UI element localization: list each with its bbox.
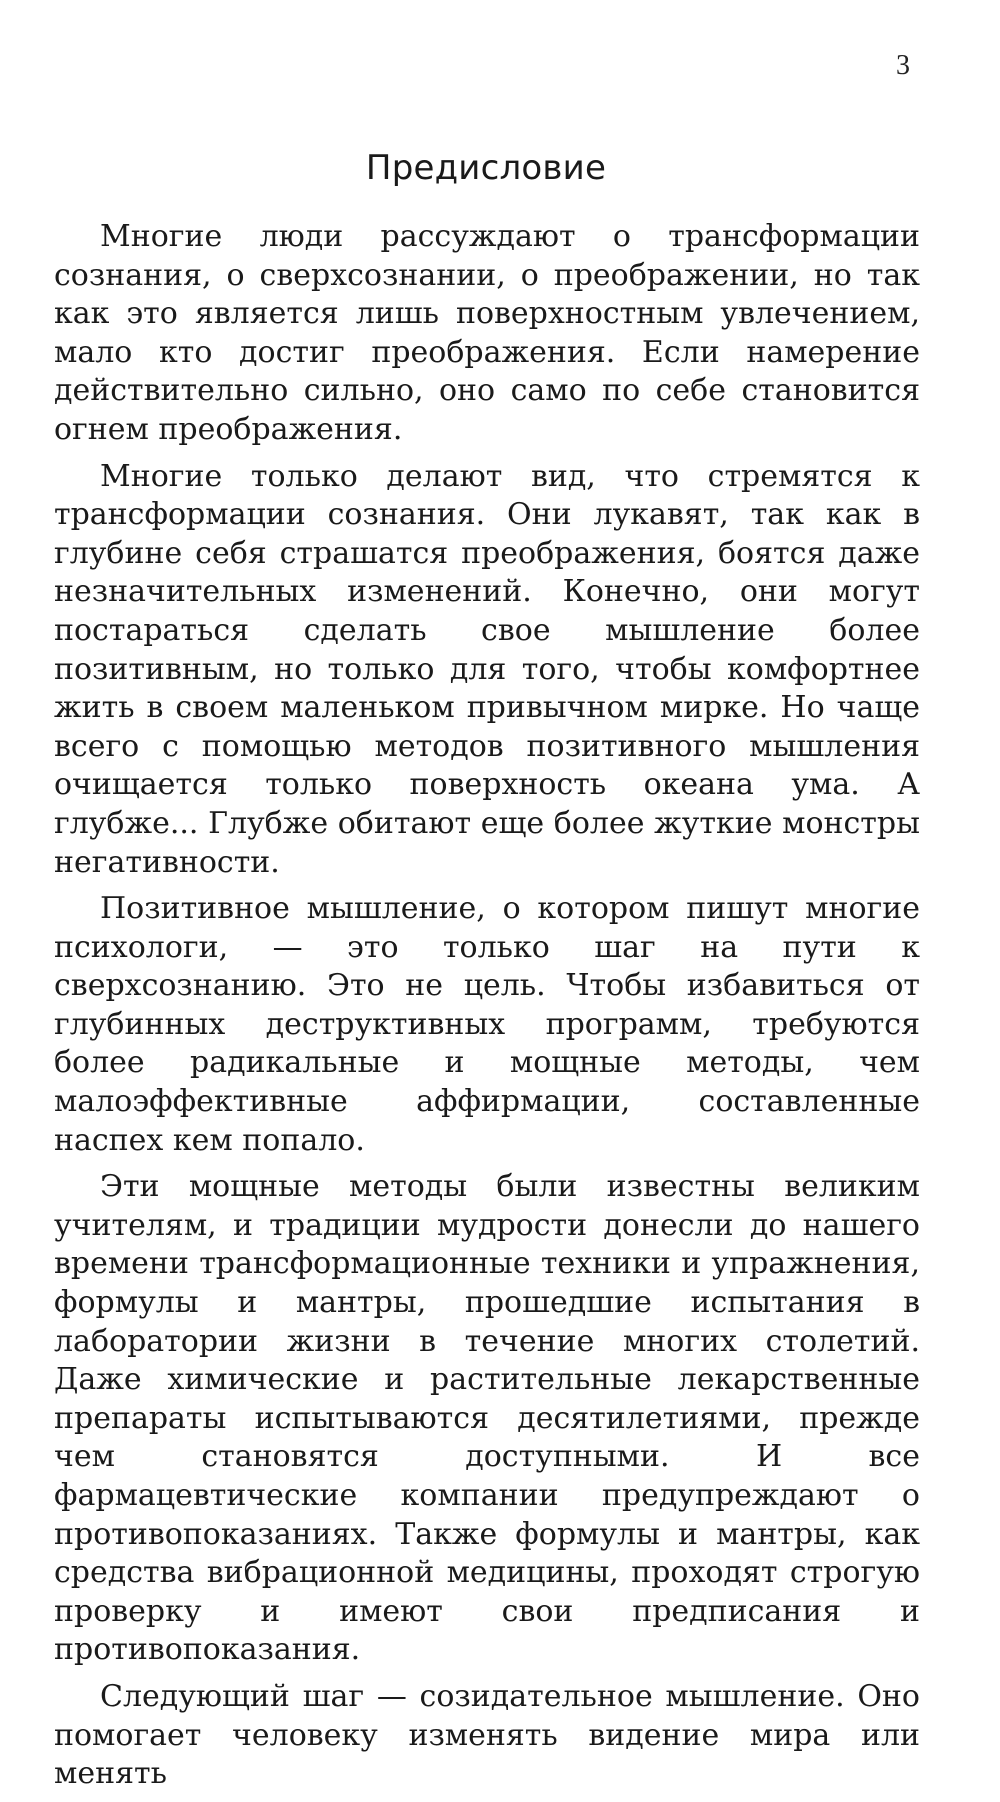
- paragraph-1: Многие люди рассуждают о трансформации сознания, о сверхсознании, о преображении, но так как это является лишь поверхностным увлечением, мало кто достиг преображения. Если намерение действительно сильно, оно само по себе становится огнем преображения.: [54, 219, 920, 447]
- paragraph-3: Позитивное мышление, о котором пишут многие психологи, — это только шаг на пути к сверхсознанию. Это не цель. Чтобы избавиться от глубинных деструктивных программ, требуются более радикальные и мощные методы, чем малоэффективные аффирмации, составленные наспех кем попало.: [54, 891, 920, 1158]
- body-text: [54, 218, 920, 1802]
- paragraph-5: Следующий шаг — созидательное мышление. Оно помогает человеку изменять видение мира или менять: [54, 1678, 920, 1792]
- chapter-title: Предисловие: [365, 147, 607, 188]
- paragraph-4: Эти мощные методы были известны великим учителям, и традиции мудрости донесли до нашего времени трансформационные техники и упражнения, формулы и мантры, прошедшие испытания в лаборатории жизни в течение многих столетий. Даже химические и растительные лекарственные препараты испытываются десятилетиями, прежде чем становятся доступными. И все фармацевтические компании предупреждают о противопоказаниях. Также формулы и мантры, как средства вибрационной медицины, проходят строгую проверку и имеют свои предписания и противопоказания.: [54, 1169, 920, 1668]
- paragraph-2: Многие только делают вид, что стремятся к трансформации сознания. Они лукавят, так как в глубине себя страшатся преображения, боятся даже незначительных изменений. Конечно, они могут постараться сделать свое мышление более позитивным, но только для того, чтобы комфортнее жить в своем маленьком привычном мирке. Но чаще всего с помощью методов позитивного мышления очищается только поверхность океана ума. А глубже... Глубже обитают еще более жуткие монстры негативности.: [54, 458, 920, 880]
- page-number: 3: [896, 50, 910, 81]
